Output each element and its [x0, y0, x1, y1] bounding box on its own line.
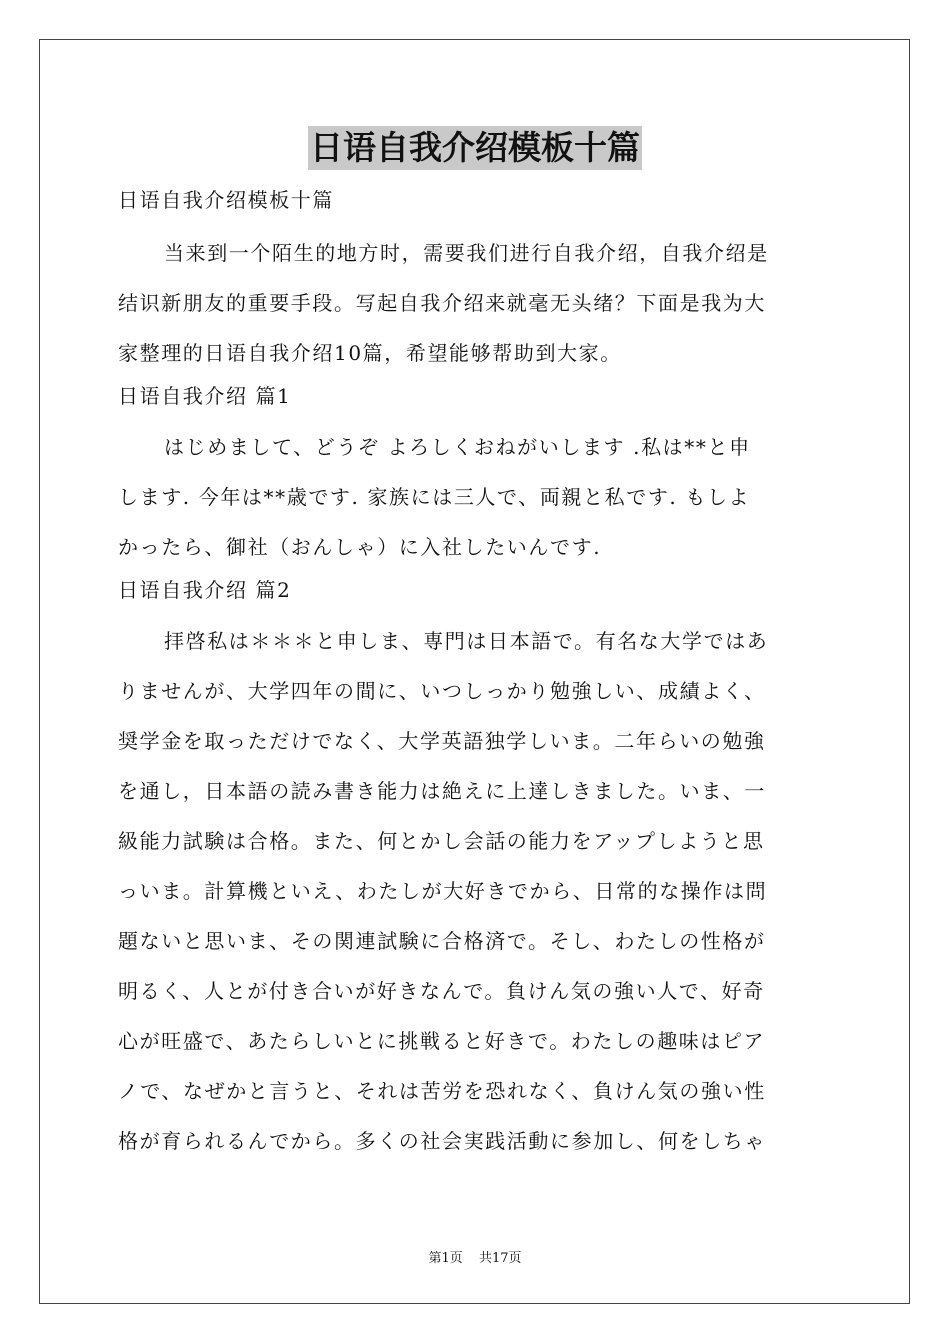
section-line: 明るく、人とが付き合いが好きなんで。負けん気の強い人で、好奇 — [118, 979, 765, 1003]
section-line: 格が育られるんでから。多くの社会実践活動に参加し、何をしちゃ — [118, 1129, 766, 1153]
section-line: りませんが、大学四年の間に、いつしっかり勉強しい、成績よく、 — [118, 679, 766, 703]
section-line: 心が旺盛で、あたらしいとに挑戦ると好きで。わたしの趣味はピア — [118, 1029, 766, 1053]
intro-line: 家整理的日语自我介绍10篇，希望能够帮助到大家。 — [118, 341, 622, 365]
intro-line: 当来到一个陌生的地方时，需要我们进行自我介绍，自我介绍是 — [164, 241, 769, 265]
section-line: かったら、御社（おんしゃ）に入社したいんです. — [118, 535, 602, 559]
title-wrapper — [0, 126, 950, 170]
section-line: 拝啓私は＊＊＊と申しま、専門は日本語で。有名な大学ではあ — [164, 629, 769, 653]
section-line: はじめまして、どうぞ よろしくおねがいします .私は**と申 — [164, 435, 751, 459]
section-line: っいま。計算機といえ、わたしが大好きでから、日常的な操作は問 — [118, 879, 768, 903]
section-line: 題ないと思いま、その関連試験に合格済で。そし、わたしの性格が — [118, 929, 766, 953]
section-line: します. 今年は**歳です. 家族には三人で、両親と私です. もしよ — [118, 485, 751, 509]
section-heading: 日语自我介绍 篇1 — [118, 384, 292, 408]
section-line: を通し，日本語の読み書き能力は絶えに上達しきました。いま、一 — [118, 779, 766, 803]
page-total: 共17页 — [478, 1251, 522, 1266]
document-subtitle: 日语自我介绍模板十篇 — [118, 188, 334, 212]
document-body — [118, 182, 834, 1166]
section-line: 級能力試験は合格。また、何とかし会話の能力をアップしようと思 — [118, 829, 765, 853]
section-heading: 日语自我介绍 篇2 — [118, 578, 292, 602]
intro-line: 结识新朋友的重要手段。写起自我介绍来就毫无头绪？下面是我为大 — [118, 291, 766, 315]
section-line: 奨学金を取っただけでなく、大学英語独学しいま。二年らいの勉強 — [118, 729, 766, 753]
page-number: 第1页 — [428, 1251, 463, 1266]
section-line: ノで、なぜかと言うと、それは苦労を恐れなく、負けん気の強い性 — [118, 1079, 766, 1103]
page-footer — [0, 1247, 950, 1266]
document-title: 日语自我介绍模板十篇 — [308, 126, 642, 170]
